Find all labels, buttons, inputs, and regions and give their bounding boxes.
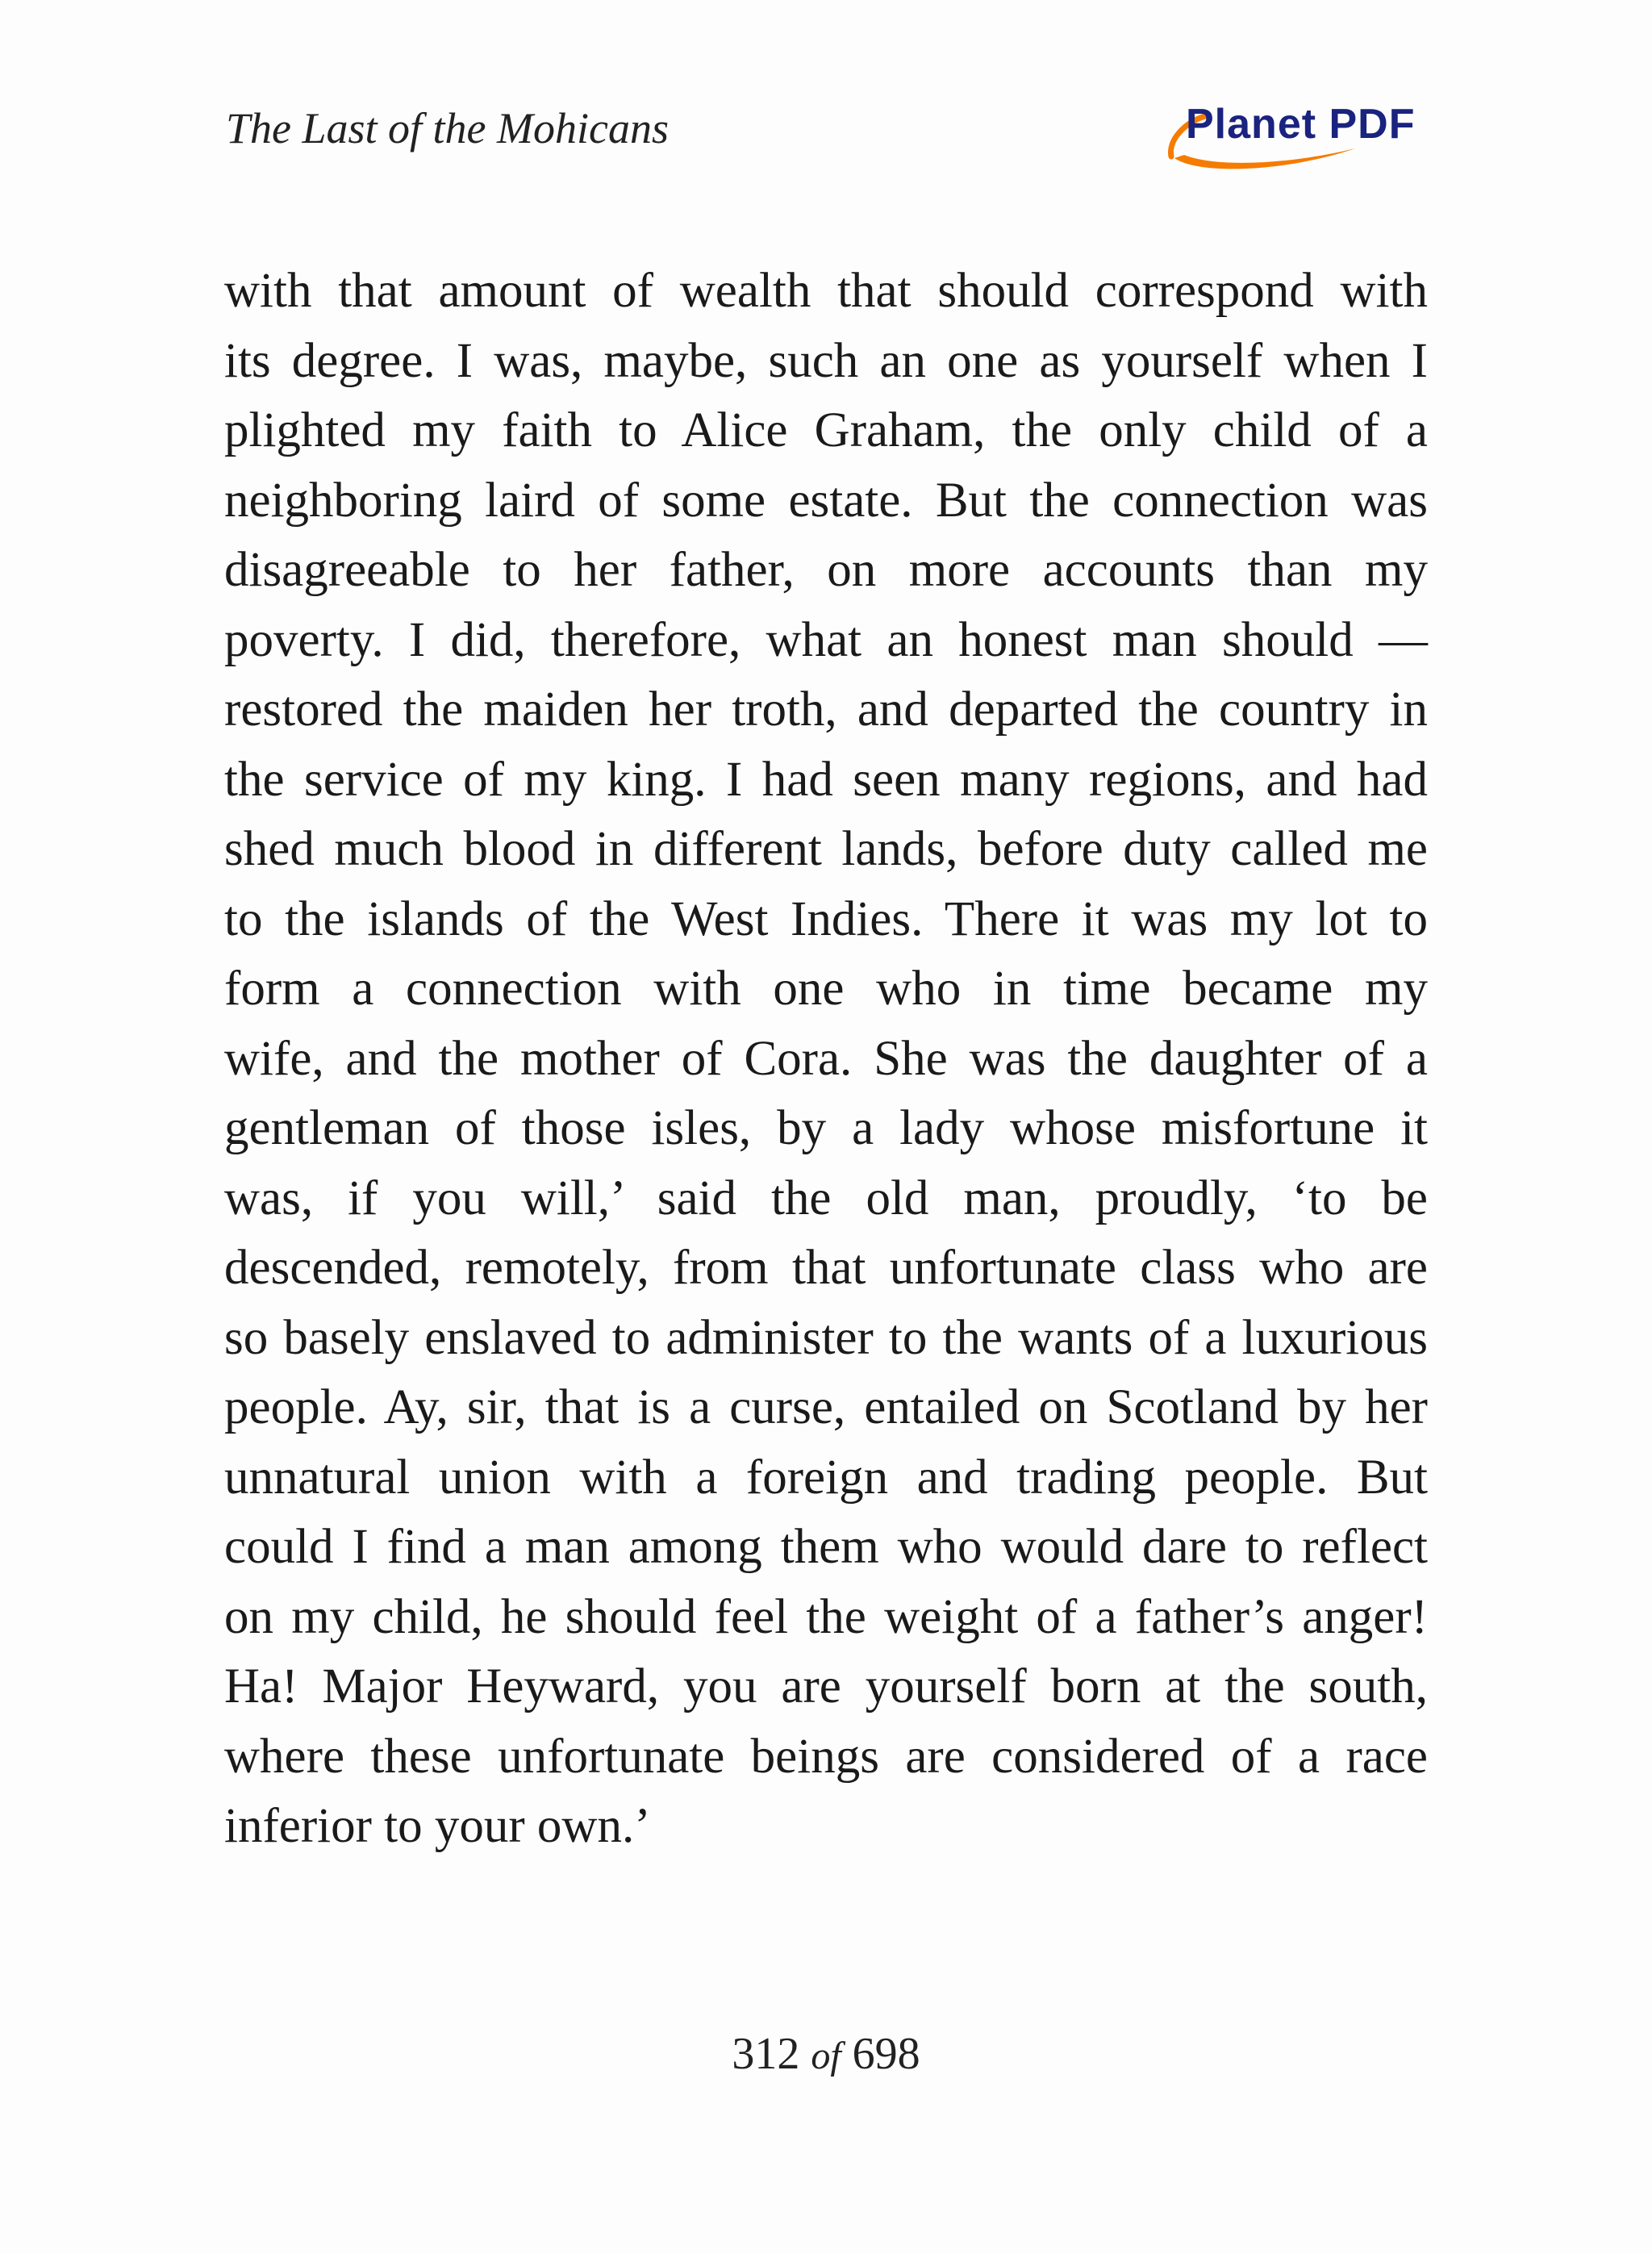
logo-text: Planet PDF <box>1186 101 1416 148</box>
running-header-title: The Last of the Mohicans <box>226 104 669 152</box>
text-line: on my child, he should feel the weight of a father’s anger! <box>224 1589 1428 1644</box>
text-line: descended, remotely, from that unfortunate class who are <box>224 1241 1428 1295</box>
text-line: could I find a man among them who would dare to reflect <box>224 1520 1428 1574</box>
text-line: neighboring laird of some estate. But the connection was <box>224 473 1428 528</box>
text-line: was, if you will,’ said the old man, proudly, ‘to be <box>224 1171 1428 1225</box>
text-line: its degree. I was, maybe, such an one as yourself when I <box>224 333 1428 388</box>
page-number <box>0 2028 1652 2080</box>
text-line: Ha! Major Heyward, you are yourself born at the south, <box>224 1659 1428 1713</box>
text-line: restored the maiden her troth, and departed the country in <box>224 682 1428 737</box>
text-line: shed much blood in different lands, before duty called me <box>224 822 1428 876</box>
text-line: wife, and the mother of Cora. She was the daughter of a <box>224 1031 1428 1086</box>
text-line: form a connection with one who in time became my <box>224 962 1428 1016</box>
body-text <box>224 257 1428 1862</box>
text-line: so basely enslaved to administer to the wants of a luxurious <box>224 1310 1428 1365</box>
planet-pdf-logo <box>1168 100 1426 173</box>
text-line: where these unfortunate beings are considered of a race <box>224 1729 1428 1784</box>
text-line: to the islands of the West Indies. There it was my lot to <box>224 891 1428 946</box>
text-line: poverty. I did, therefore, what an honest man should — <box>224 612 1428 667</box>
text-line: people. Ay, sir, that is a curse, entailed on Scotland by her <box>224 1380 1428 1434</box>
text-line: gentleman of those isles, by a lady whose misfortune it <box>224 1101 1428 1155</box>
text-line: unnatural union with a foreign and trading people. But <box>224 1450 1428 1505</box>
total-pages-number: 698 <box>852 2029 920 2079</box>
text-line: with that amount of wealth that should correspond with <box>224 264 1428 318</box>
text-line: inferior to your own.’ <box>224 1799 651 1853</box>
page-of-label: of <box>811 2035 841 2077</box>
text-line: the service of my king. I had seen many regions, and had <box>224 752 1428 807</box>
current-page-number: 312 <box>732 2029 800 2079</box>
text-line: disagreeable to her father, on more accounts than my <box>224 543 1428 597</box>
text-line: plighted my faith to Alice Graham, the only child of a <box>224 403 1428 457</box>
